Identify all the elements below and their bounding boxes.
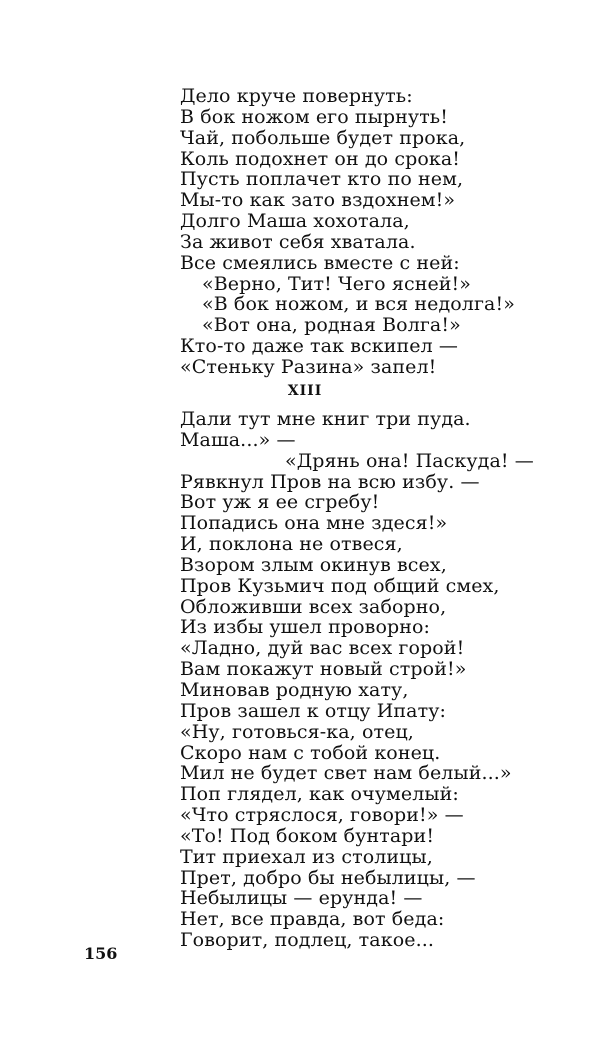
- poem-line: Поп глядел, как очумелый:: [180, 783, 459, 806]
- poem-line: Скоро нам с тобой конец.: [180, 741, 441, 764]
- poem-line: «Стеньку Разина» запел!: [180, 355, 437, 378]
- poem-line: Из избы ушел проворно:: [180, 616, 431, 639]
- poem-line: «Вот она, родная Волга!»: [202, 314, 461, 337]
- poem-line: «В бок ножом, и вся недолга!»: [202, 293, 515, 316]
- poem-line: Мы-то как зато вздохнем!»: [180, 189, 456, 212]
- poem-line: Пров зашел к отцу Ипату:: [180, 699, 446, 722]
- poem-line: Небылицы — ерунда! —: [180, 887, 423, 910]
- poem-line: «Ну, готовься-ка, отец,: [180, 720, 414, 743]
- poem-line: Коль подохнет он до срока!: [180, 147, 461, 170]
- poem-line: Обложивши всех заборно,: [180, 595, 447, 618]
- section-heading: XIII: [287, 383, 323, 399]
- poem-line: Миновав родную хату,: [180, 678, 409, 701]
- poem-stanza-after-heading: [180, 409, 534, 951]
- poem-line: Говорит, подлец, такое...: [180, 929, 434, 952]
- page-number: 156: [84, 944, 118, 963]
- poem-line: Вам покажут новый строй!»: [180, 658, 467, 681]
- poem-line: «Верно, Тит! Чего ясней!»: [202, 272, 472, 295]
- poem-line: Вот уж я ее сгребу!: [180, 491, 380, 514]
- poem-line: Тит приехал из столицы,: [180, 845, 433, 868]
- poem-line: «То! Под боком бунтари!: [180, 824, 435, 847]
- poem-line: Прет, добро бы небылицы, —: [180, 866, 476, 889]
- poem-line: «Дрянь она! Паскуда! —: [285, 449, 534, 472]
- poem-line: Пусть поплачет кто по нем,: [180, 168, 464, 191]
- poem-line: Нет, все правда, вот беда:: [180, 908, 445, 931]
- poem-line: В бок ножом его пырнуть!: [180, 105, 448, 128]
- poem-line: Дело круче повернуть:: [180, 85, 413, 107]
- poem-line: Маша...» —: [180, 428, 296, 451]
- poem-line: Долго Маша хохотала,: [180, 210, 410, 233]
- poem-line: Пров Кузьмич под общий смех,: [180, 574, 500, 597]
- poem-stanza-before-heading: [180, 86, 515, 378]
- poem-line: Чай, побольше будет прока,: [180, 126, 466, 149]
- poem-line: Кто-то даже так вскипел —: [180, 335, 458, 358]
- poem-line: За живот себя хватала.: [180, 230, 416, 253]
- poem-line: Мил не будет свет нам белый...»: [180, 762, 512, 785]
- poem-line: «Ладно, дуй вас всех горой!: [180, 637, 465, 660]
- poem-line: Попадись она мне здеся!»: [180, 512, 448, 535]
- poem-line: Дали тут мне книг три пуда.: [180, 408, 471, 430]
- poem-line: Рявкнул Пров на всю избу. —: [180, 470, 480, 493]
- poem-line: Взором злым окинув всех,: [180, 553, 447, 576]
- poem-line: Все смеялись вместе с ней:: [180, 251, 460, 274]
- poem-line: И, поклона не отвеся,: [180, 533, 403, 556]
- poem-line: «Что стряслося, говори!» —: [180, 804, 464, 827]
